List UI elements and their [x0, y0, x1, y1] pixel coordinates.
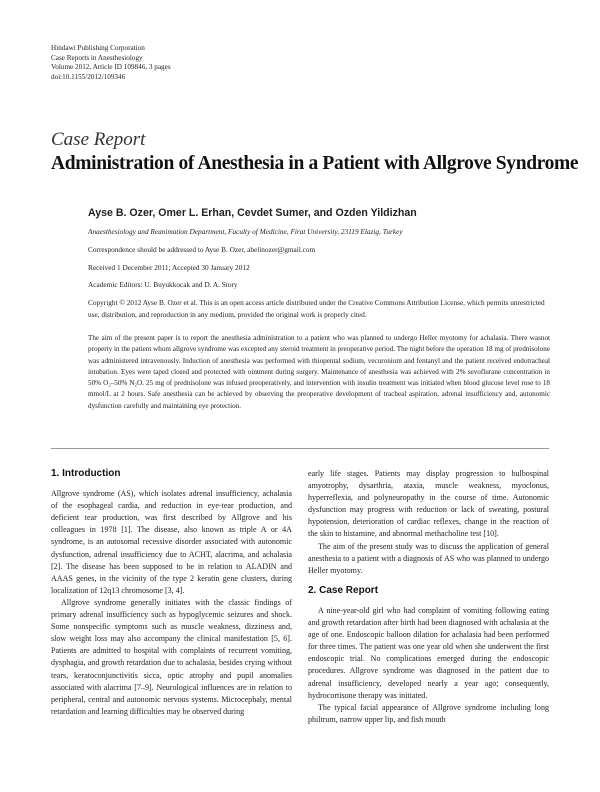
- doi: doi:10.1155/2012/109346: [51, 72, 126, 81]
- paragraph: Allgrove syndrome generally initiates with the classic findings of primary adrenal insufficiency such as hypoglycemic seizures and shock. Some nonspecific symptoms such as muscle weakness, dizziness and, slow weight loss may also accompany the clinical manifestation [5, 6]. Patients are admitted to hospital with complaints of recurrent vomiting, dysphagia, and growth retardation due to achalasia, besides crying without tears, keratoconjunctivitis sicca, optic atrophy and pupil anomalies associated with alacrima [7–9]. Neurological influences are in relation to peripheral, central and autonomic nervous systems. Microcephaly, mental retardation and learning difficulties may be observed during: [51, 597, 292, 716]
- publisher: Hindawi Publishing Corporation: [51, 44, 145, 52]
- left-column: [51, 468, 292, 718]
- received-dates: Received 1 December 2011; Accepted 30 January 2012: [88, 263, 250, 272]
- authors: Ayse B. Ozer, Omer L. Erhan, Cevdet Sumer, and Ozden Yildizhan: [88, 207, 417, 219]
- paper-title: Administration of Anesthesia in a Patient with Allgrove Syndrome: [51, 153, 579, 174]
- volume-info: Volume 2012, Article ID 109846, 3 pages: [51, 63, 171, 72]
- article-type: Case Report: [51, 129, 146, 150]
- abstract: The aim of the present paper is to report the anesthesia administration to a patient who was planned to undergo Heller myotomy for achalasia. There wasnot property in the patient whom allgrove syndrome was excepted any steroid treatment in preoperative period. The night before the operation 18 mg of prednisolone was administered intravenously. Induction of anesthesia was performed with thiopental sodium, vecuronium and fentanyl and the patient received endotracheal intubation. Eyes were taped closed and protected with ointment during surgery. Maintenance of anesthesia was achieved with 2% sevoflurane concentration in 50% O₂–50% N₂O. 25 mg of prednisolone was infused preoperatively, and intervention with insulin treatment was initiated when blood glucose level rose to 18 mmol/L at 2 hours. Safe anesthesia can be achieved by observing the preoperative development of tracheal aspiration, adrenal insufficiency and, autonomic dysfunction carefully and maintaining eye protection.: [88, 334, 550, 410]
- right-column: [308, 468, 549, 726]
- affiliation: Anaesthesiology and Reanimation Department, Faculty of Medicine, Firat University, 23119 Elazig, Turkey: [88, 227, 403, 236]
- section-heading-introduction: 1. Introduction: [51, 468, 121, 479]
- copyright: Copyright © 2012 Ayse B. Ozer et al. This is an open access article distributed under the Creative Commons Attribution License, which permits unrestricted use, distribution, and reproduction in any medium, provided the original work is properly cited.: [88, 298, 545, 319]
- paragraph: The aim of the present study was to discuss the application of general anesthesia to a patient with a diagnosis of AS who was planned to undergo Heller myotomy.: [308, 541, 549, 575]
- journal-header: [51, 44, 171, 82]
- paragraph: early life stages. Patients may display progression to bulbospinal amyotrophy, dysarthria, ataxia, muscle weakness, myoclonus, hyperreflexia, and polyneuropathy in the course of time. Autonomic dysfunction may progress with reduction or lack of sweating, postural hypotension, deterioration of cardiac reflexes, change in the reaction of the skin to histamine, and abnormal methacholine test [10].: [308, 469, 549, 539]
- correspondence: Correspondence should be addressed to Ayse B. Ozer, abelinozer@gmail.com: [88, 245, 316, 254]
- paragraph: The typical facial appearance of Allgrove syndrome including long philtrum, narrow upper lip, and fish mouth: [308, 702, 549, 724]
- divider: [51, 448, 549, 449]
- journal-name: Case Reports in Anesthesiology: [51, 53, 143, 62]
- paragraph: A nine-year-old girl who had complaint of vomiting following eating and growth retardation after birth had been diagnosed with achalasia at the age of one. Endoscopic balloon dilation for achalasia had been performed for three times. The patient was one year old when she underwent the first endoscopic trial. No complications emerged during the endoscopic procedures. Allgrove syndrome was diagnosed in the patient due to adrenal insufficiency, developed nearly a year ago; consequently, hydrocortisone therapy was initiated.: [308, 605, 549, 700]
- section-heading-case-report: 2. Case Report: [308, 584, 379, 596]
- academic-editors: Academic Editors: U. Buyukkocak and D. A. Story: [88, 280, 238, 289]
- paragraph: Allgrove syndrome (AS), which isolates adrenal insufficiency, achalasia of the esophageal cardia, and reduction in eye-tear production, and deficient tear production, was first described by Allgrove and his colleagues in 1978 [1]. The disease, also known as triple A or 4A syndrome, is an autosomal recessive disorder associated with autonomic dysfunction, adrenal insufficiency due to ACHT, alacrima, and achalasia [2]. The disease has been supposed to be in relation to ALADIN and AAAS genes, in the vicinity of the type 2 keratin gene clusters, during localization of 12q13 chromosome [3, 4].: [51, 489, 292, 595]
